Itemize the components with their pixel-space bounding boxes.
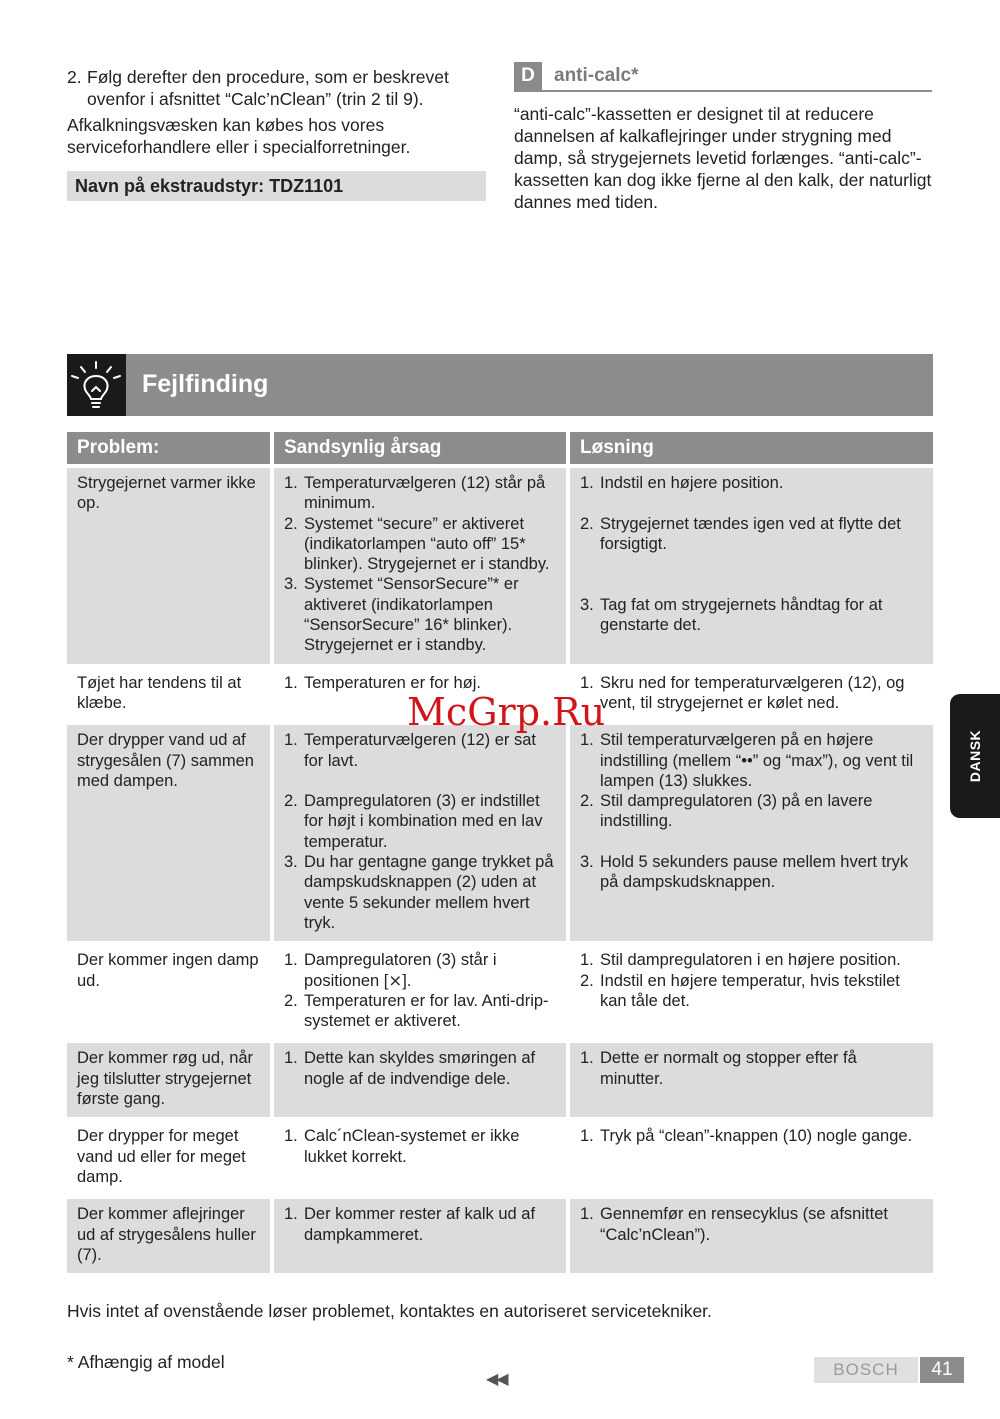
accessory-label: Navn på ekstraudstyr: TDZ1101 (67, 171, 486, 201)
item-number: 1. (580, 1127, 594, 1146)
cause-text: Systemet “secure” er aktiveret (indikatorlampen “auto off” 15* blinker). Strygejernet er i standby. (304, 514, 550, 574)
step-text: Følg derefter den procedure, som er beskrevet ovenfor i afsnittet “Calc’nClean” (trin 2 til 9). (87, 67, 449, 109)
prev-page-icon[interactable]: ◀◀ (486, 1371, 507, 1388)
language-tab (950, 694, 1000, 818)
solution-text: Hold 5 sekunders pause mellem hvert tryk på dampskudsknappen. (600, 853, 909, 892)
cause-text: Temperaturvælgeren (12) står på minimum. (304, 474, 546, 513)
top-left-column (67, 66, 492, 201)
section-title: Fejlfinding (142, 370, 269, 398)
section-d-title: anti-calc* (554, 65, 639, 86)
table-row (67, 721, 933, 941)
item-number: 3. (580, 595, 594, 614)
cause-item (284, 950, 556, 991)
cause-cell (270, 721, 566, 941)
cause-cell (270, 1195, 566, 1273)
cause-item (284, 574, 556, 655)
solution-item (580, 473, 923, 514)
cause-text: Temperaturvælgeren (12) er sat for lavt. (304, 731, 537, 770)
contact-note: Hvis intet af ovenstående løser problemet, kontaktes en autoriseret servicetekniker. (67, 1301, 712, 1321)
item-number: 2. (284, 991, 298, 1010)
header-cause: Sandsynlig årsag (270, 432, 566, 464)
solution-item (580, 595, 923, 636)
table-row (67, 464, 933, 664)
cause-text: Du har gentagne gange trykket på dampskudsknappen (2) uden at vente 5 sekunder mellem hvert tryk. (304, 853, 554, 932)
item-number: 3. (580, 853, 594, 872)
solution-item (580, 852, 923, 893)
item-number: 3. (284, 853, 298, 872)
item-number: 1. (284, 1205, 298, 1224)
solution-cell (566, 941, 933, 1039)
solution-item (580, 950, 923, 970)
table-row (67, 941, 933, 1039)
item-number: 1. (284, 673, 298, 692)
cause-item (284, 991, 556, 1032)
item-number: 1. (580, 951, 594, 970)
solution-cell (566, 464, 933, 664)
watermark: McGrp.Ru (407, 690, 606, 734)
item-number: 3. (284, 575, 298, 594)
language-tab-label: DANSK (967, 729, 983, 783)
section-d (514, 62, 932, 213)
solution-text: Stil dampregulatoren i en højere position. (600, 951, 901, 970)
solution-item (580, 971, 923, 1012)
solution-text: Strygejernet tændes igen ved at flytte det forsigtigt. (600, 514, 901, 553)
section-d-badge: D (514, 62, 542, 90)
item-number: 1. (284, 1049, 298, 1068)
cause-text: Calc´nClean-systemet er ikke lukket korrekt. (304, 1127, 520, 1166)
solution-text: Stil dampregulatoren (3) på en lavere indstilling. (600, 792, 873, 831)
problem-cell: Der drypper for meget vand ud eller for meget damp. (67, 1117, 270, 1195)
footnote: * Afhængig af model (67, 1352, 225, 1372)
problem-cell: Tøjet har tendens til at klæbe. (67, 664, 270, 722)
cause-text: Temperaturen er for høj. (304, 673, 481, 692)
page-number: 41 (920, 1357, 964, 1383)
section-d-header (514, 62, 932, 92)
item-number: 2. (580, 514, 594, 533)
solution-text: Indstil en højere position. (600, 474, 784, 492)
item-number: 2. (284, 792, 298, 811)
brand-label: BOSCH (814, 1357, 918, 1383)
solution-text: Tag fat om strygejernets håndtag for at genstarte det. (600, 595, 883, 635)
solution-cell (566, 1195, 933, 1273)
troubleshooting-table-wrap (67, 432, 933, 1273)
cause-cell (270, 1039, 566, 1117)
solution-item (580, 1126, 923, 1146)
lightbulb-icon (67, 354, 126, 416)
cause-cell (270, 464, 566, 664)
item-number: 2. (580, 971, 594, 990)
solution-cell (566, 721, 933, 941)
problem-cell: Strygejernet varmer ikke op. (67, 464, 270, 664)
table-row (67, 1117, 933, 1195)
item-number: 1. (284, 731, 298, 750)
cause-item (284, 1048, 556, 1089)
item-number: 2. (284, 514, 298, 533)
item-number: 2. (580, 792, 594, 811)
header-problem: Problem: (67, 432, 270, 464)
troubleshooting-header (67, 354, 933, 416)
cause-text: Dampregulatoren (3) står i positionen [⨯]. (304, 951, 497, 990)
problem-cell: Der kommer røg ud, når jeg tilslutter strygejernet første gang. (67, 1039, 270, 1117)
cause-text: Systemet “SensorSecure”* er aktiveret (indikatorlampen “SensorSecure” 16* blinker). Strygejernet er i standby. (304, 575, 519, 655)
problem-cell: Der kommer aflejringer ud af strygesålens huller (7). (67, 1195, 270, 1273)
solution-cell (566, 1039, 933, 1117)
step-number: 2. (67, 67, 82, 87)
cause-cell (270, 1117, 566, 1195)
table-header-row (67, 432, 933, 464)
table-row (67, 1195, 933, 1273)
solution-item (580, 1204, 923, 1245)
item-number: 1. (284, 474, 298, 492)
section-d-text: “anti-calc”-kassetten er designet til at reducere dannelsen af kalkaflejringer under strygning med damp, så strygejernets levetid forlænges. “anti-calc”-kassetten kan dog ikke fjerne al den kalk, der naturligt dannes med tiden. (514, 104, 932, 212)
solution-text: Stil temperaturvælgeren på en højere indstilling (mellem “••” og “max”), og vent til lampen (13) slukkes. (600, 731, 914, 790)
table-row (67, 1039, 933, 1117)
item-number: 1. (284, 951, 298, 970)
troubleshooting-table (67, 432, 933, 1273)
solution-item (580, 673, 923, 714)
item-number: 1. (284, 1127, 298, 1146)
problem-cell: Der kommer ingen damp ud. (67, 941, 270, 1039)
solution-text: Skru ned for temperaturvælgeren (12), og vent, til strygejernet er kølet ned. (600, 673, 905, 712)
item-number: 1. (580, 673, 594, 692)
purchase-paragraph: Afkalkningsvæsken kan købes hos vores serviceforhandlere eller i specialforretninger. (67, 115, 411, 157)
cause-text: Temperaturen er for lav. Anti-drip-systemet er aktiveret. (304, 991, 549, 1031)
step-2 (67, 66, 492, 110)
problem-cell: Der drypper vand ud af strygesålen (7) sammen med dampen. (67, 721, 270, 941)
solution-item (580, 1048, 923, 1089)
cause-text: Dette kan skyldes smøringen af nogle af de indvendige dele. (304, 1049, 536, 1088)
solution-cell (566, 1117, 933, 1195)
cause-item (284, 1126, 556, 1167)
cause-item (284, 852, 556, 933)
cause-item (284, 1204, 556, 1245)
item-number: 1. (580, 474, 594, 492)
solution-item (580, 791, 923, 852)
solution-text: Gennemfør en rensecyklus (se afsnittet “Calc’nClean”). (600, 1205, 888, 1244)
header-solution: Løsning (566, 432, 933, 464)
solution-cell (566, 664, 933, 722)
cause-item (284, 730, 556, 791)
solution-item (580, 730, 923, 791)
item-number: 1. (580, 1049, 594, 1068)
solution-text: Dette er normalt og stopper efter få minutter. (600, 1049, 857, 1088)
cause-cell (270, 941, 566, 1039)
item-number: 1. (580, 731, 594, 750)
solution-item (580, 514, 923, 595)
cause-item (284, 473, 556, 514)
cause-text: Dampregulatoren (3) er indstillet for højt i kombination med en lav temperatur. (304, 792, 543, 851)
solution-text: Indstil en højere temperatur, hvis tekstilet kan tåle det. (600, 971, 900, 1010)
cause-item (284, 514, 556, 575)
solution-text: Tryk på “clean”-knappen (10) nogle gange. (600, 1127, 913, 1146)
item-number: 1. (580, 1205, 594, 1224)
cause-item (284, 791, 556, 852)
cause-text: Der kommer rester af kalk ud af dampkammeret. (304, 1205, 536, 1244)
